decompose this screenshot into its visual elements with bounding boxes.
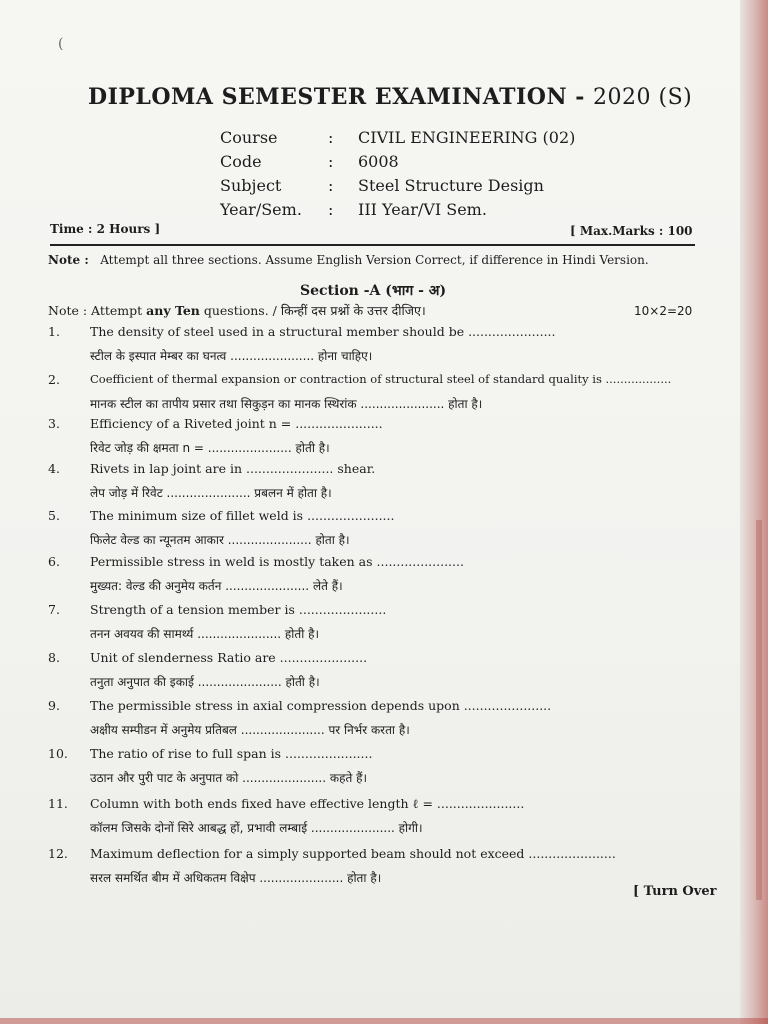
question-number: 9. [48,698,60,713]
question-english: Permissible stress in weld is mostly taken as ...................... [90,554,464,569]
question-number: 4. [48,461,60,476]
meta-value: III Year/VI Sem. [358,200,487,219]
question-hindi: तनन अवयव की सामर्थ्य ...................... होती है। [90,627,320,641]
question-hindi: तनुता अनुपात की इकाई ...................... होती है। [90,675,320,689]
question-english: Unit of slenderness Ratio are ...................... [90,650,368,665]
question-number: 8. [48,650,60,665]
section-note-bold: any Ten [146,303,200,318]
question-number: 2. [48,372,60,387]
question-english: The permissible stress in axial compression depends upon ...................... [90,698,552,713]
note-label: Note : [48,253,89,267]
question-hindi: मुख्यत: वेल्ड की अनुमेय कर्तन ...................... लेते हैं। [90,579,343,593]
question-hindi: लेप जोड़ में रिवेट ...................... प्रबलन में होता है। [90,486,332,500]
question-number: 12. [48,846,68,861]
page-edge [740,0,768,1024]
exam-meta [220,128,575,224]
page-edge-shadow [756,520,762,900]
meta-row-code [220,152,575,176]
exam-title [88,84,692,110]
turn-over-label: [ Turn Over [633,884,717,899]
section-score: 10×2=20 [634,304,693,318]
question-number: 6. [48,554,60,569]
meta-row-course [220,128,575,152]
exam-title-year: 2020 (S) [593,85,693,110]
meta-row-year [220,200,575,224]
question-english: Strength of a tension member is ...................... [90,602,387,617]
question-number: 10. [48,746,68,761]
section-note-suffix: questions. / किन्हीं दस प्रश्नों के उत्तर दीजिए। [199,303,426,318]
bottom-edge [0,1018,768,1024]
question-hindi: सरल समर्थित बीम में अधिकतम विक्षेप ...................... होता है। [90,871,382,885]
question-hindi: कॉलम जिसके दोनों सिरे आबद्ध हों, प्रभावी लम्बाई ...................... होगी। [90,821,423,835]
meta-colon: : [328,200,334,219]
meta-value: 6008 [358,152,399,171]
question-english: Column with both ends fixed have effective length ℓ = ...................... [90,796,525,811]
question-english: Efficiency of a Riveted joint n = ...................... [90,416,383,431]
question-number: 5. [48,508,60,523]
section-note-prefix: Note : Attempt [48,303,147,318]
meta-colon: : [328,128,334,147]
question-english: The ratio of rise to full span is ...................... [90,746,373,761]
general-note [48,253,649,267]
meta-label: Course [220,128,278,147]
question-english: The minimum size of fillet weld is ...................... [90,508,395,523]
note-text: Attempt all three sections. Assume English Version Correct, if difference in Hindi Version. [100,253,649,267]
question-number: 11. [48,796,68,811]
meta-label: Code [220,152,262,171]
question-hindi: अक्षीय सम्पीडन में अनुमेय प्रतिबल ...................... पर निर्भर करता है। [90,723,410,737]
header-rule [50,244,695,246]
question-number: 3. [48,416,60,431]
question-number: 7. [48,602,60,617]
question-english: Maximum deflection for a simply supported beam should not exceed ...................... [90,846,616,861]
meta-colon: : [328,152,334,171]
section-note [48,302,426,319]
meta-label: Subject [220,176,282,195]
question-hindi: मानक स्टील का तापीय प्रसार तथा सिकुड़न का मानक स्थिरांक ...................... होता है। [90,397,483,411]
question-hindi: स्टील के इस्पात मेम्बर का घनत्व ...................... होना चाहिए। [90,349,373,363]
question-number: 1. [48,324,60,339]
question-hindi: उठान और पुरी पाट के अनुपात को ...................... कहते हैं। [90,771,368,785]
question-english: The density of steel used in a structural member should be ...................... [90,324,556,339]
max-marks: [ Max.Marks : 100 [570,224,693,238]
question-english: Coefficient of thermal expansion or contraction of structural steel of standard quality is .................. [90,372,672,386]
question-hindi: फिलेट वेल्ड का न्यूनतम आकार ...................... होता है। [90,533,350,547]
meta-row-subject [220,176,575,200]
question-english: Rivets in lap joint are in ...................... shear. [90,461,376,476]
time-limit: Time : 2 Hours ] [50,222,161,236]
section-title: Section -A (भाग - अ) [300,283,447,299]
meta-label: Year/Sem. [220,200,302,219]
corner-mark: ( [58,36,64,52]
meta-value: Steel Structure Design [358,176,544,195]
exam-title-main: DIPLOMA SEMESTER EXAMINATION - [88,84,593,110]
question-hindi: रिवेट जोड़ की क्षमता n = ...................... होती है। [90,441,330,455]
meta-value: CIVIL ENGINEERING (02) [358,128,576,147]
meta-colon: : [328,176,334,195]
